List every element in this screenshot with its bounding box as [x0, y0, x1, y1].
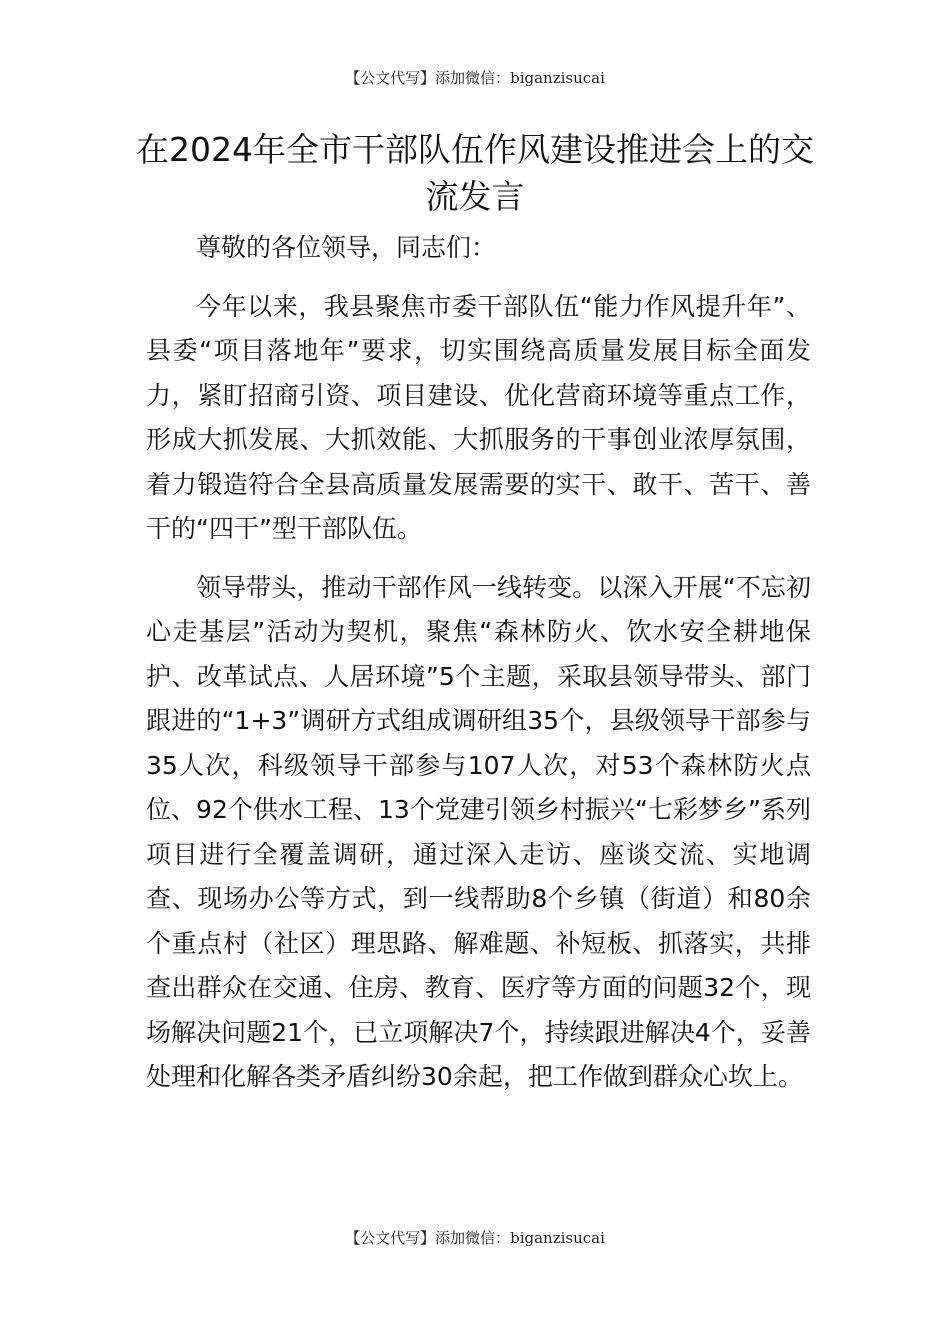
- footer-watermark-note: 【公文代写】添加微信：biganzisucai: [345, 1229, 605, 1247]
- header-watermark-note: 【公文代写】添加微信：biganzisucai: [345, 69, 605, 87]
- document-body: [146, 226, 811, 1114]
- paragraph-2: 领导带头，推动干部作风一线转变。以深入开展“不忘初心走基层”活动为契机，聚焦“森林防火、饮水安全耕地保护、改革试点、人居环境”5个主题，采取县领导带头、部门跟进的“1+3”调研方式组成调研组35个，县级领导干部参与35人次，科级领导干部参与107人次，对53个森林防火点位、92个供水工程、13个党建引领乡村振兴“七彩梦乡”系列项目进行全覆盖调研，通过深入走访、座谈交流、实地调查、现场办公等方式，到一线帮助8个乡镇（街道）和80余个重点村（社区）理思路、解难题、补短板、抓落实，共排查出群众在交通、住房、教育、医疗等方面的问题32个，现场解决问题21个，已立项解决7个，持续跟进解决4个，妥善处理和化解各类矛盾纠纷30余起，把工作做到群众心坎上。: [146, 572, 811, 1091]
- salutation: 尊敬的各位领导，同志们：: [196, 233, 497, 262]
- document-title: 在2024年全市干部队伍作风建设推进会上的交流发言: [136, 130, 814, 216]
- paragraph-1: 今年以来，我县聚焦市委干部队伍“能力作风提升年”、县委“项目落地年”要求，切实围绕高质量发展目标全面发力，紧盯招商引资、项目建设、优化营商环境等重点工作，形成大抓发展、大抓效能、大抓服务的干事创业浓厚氛围，着力锻造符合全县高质量发展需要的实干、敢干、苦干、善干的“四干”型干部队伍。: [146, 291, 811, 543]
